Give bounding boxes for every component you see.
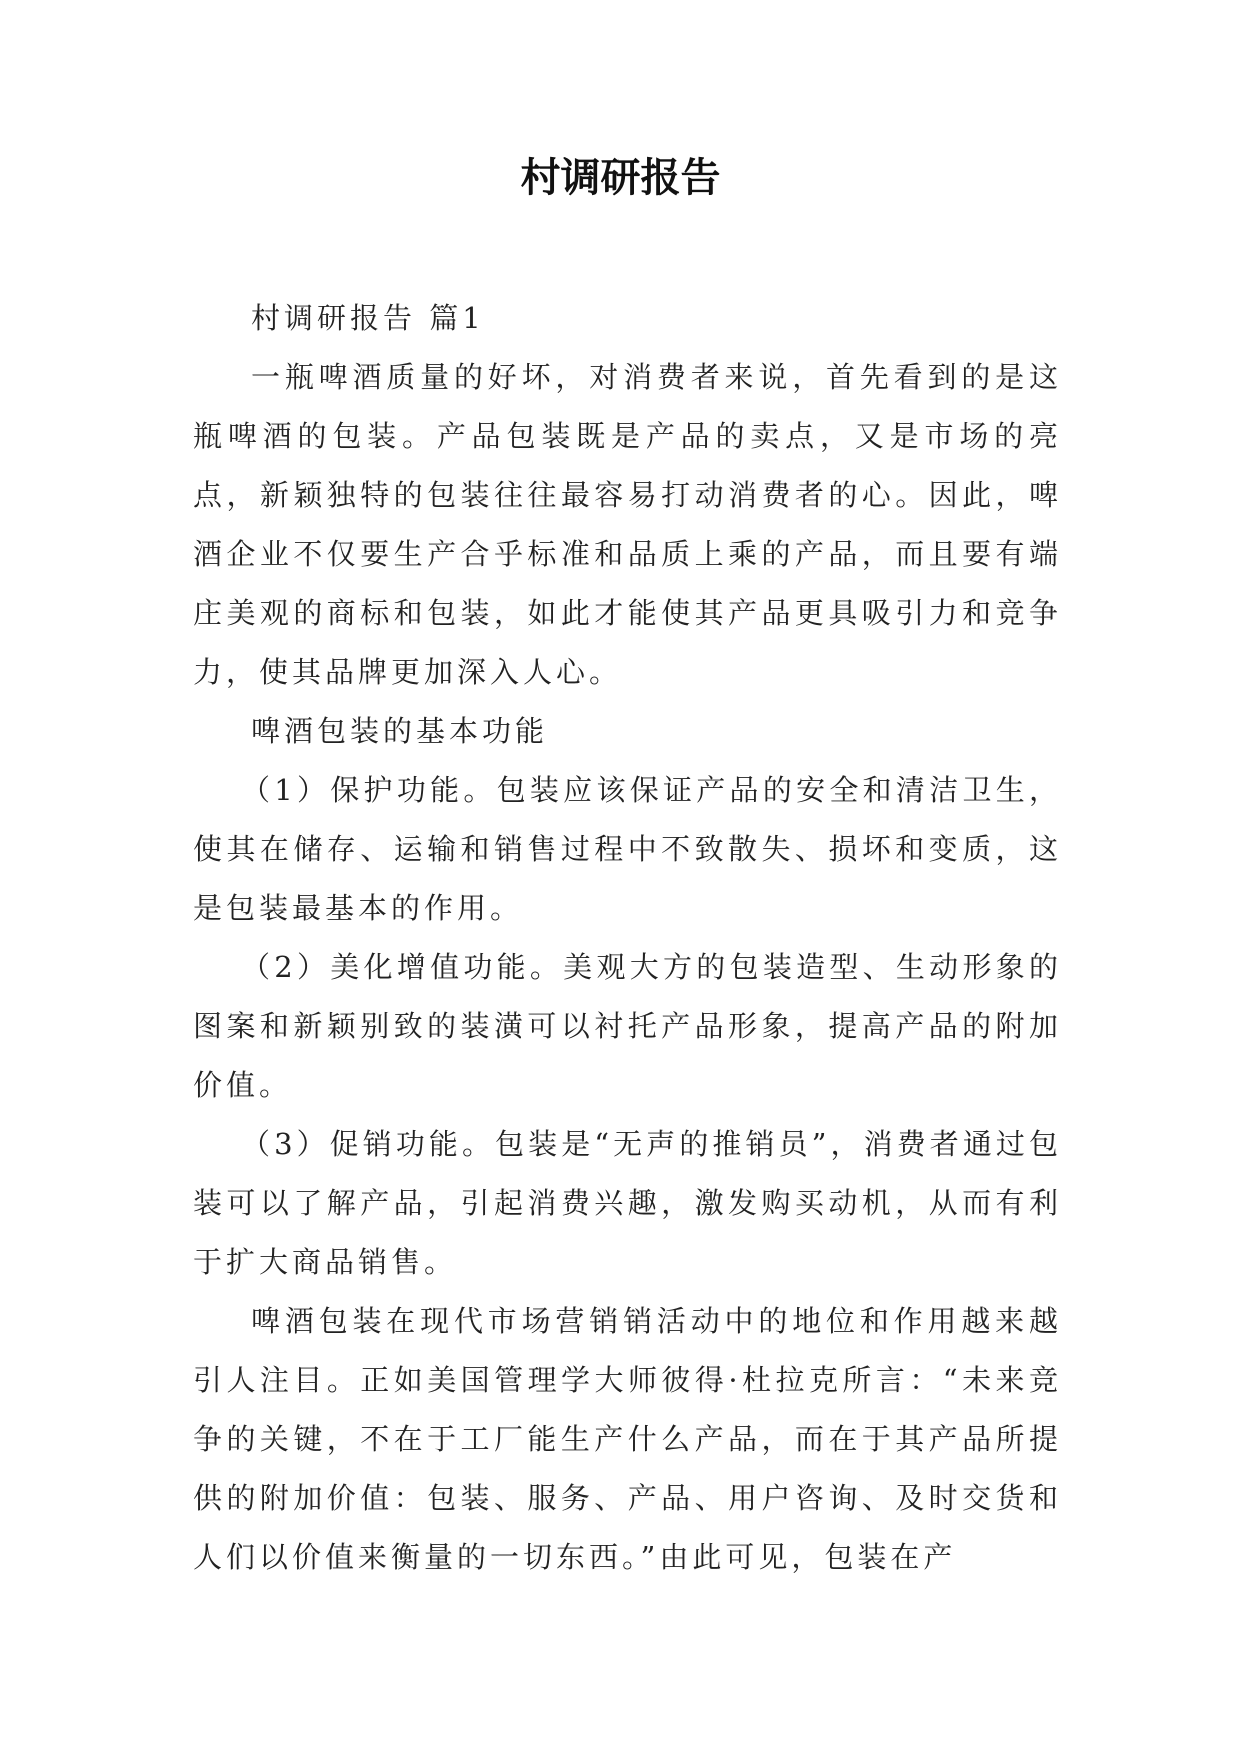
body-paragraph: 啤酒包装在现代市场营销销活动中的地位和作用越来越引人注目。正如美国管理学大师彼得·杜拉克所言：“未来竞争的关键，不在于工厂能生产什么产品，而在于其产品所提供的附加价值：包装、服务、产品、用户咨询、及时交货和人们以价值来衡量的一切东西。”由此可见，包装在产: [193, 1304, 1062, 1574]
list-item-promotion: （3）促销功能。包装是“无声的推销员”，消费者通过包装可以了解产品，引起消费兴趣，激发购买动机，从而有利于扩大商品销售。: [193, 1127, 1062, 1279]
section-heading: 村调研报告 篇1: [251, 301, 485, 335]
document-body: [193, 289, 1062, 1587]
subheading: 啤酒包装的基本功能: [251, 714, 549, 748]
body-paragraph: 一瓶啤酒质量的好坏，对消费者来说，首先看到的是这瓶啤酒的包装。产品包装既是产品的卖点，又是市场的亮点，新颖独特的包装往往最容易打动消费者的心。因此，啤酒企业不仅要生产合乎标准和品质上乘的产品，而且要有端庄美观的商标和包装，如此才能使其产品更具吸引力和竞争力，使其品牌更加深入人心。: [193, 360, 1062, 689]
document-title: 村调研报告: [520, 154, 721, 201]
list-item-protection: （1）保护功能。包装应该保证产品的安全和清洁卫生，使其在储存、运输和销售过程中不致散失、损坏和变质，这是包装最基本的作用。: [193, 773, 1062, 925]
list-item-beautification: （2）美化增值功能。美观大方的包装造型、生动形象的图案和新颖别致的装潢可以衬托产品形象，提高产品的附加价值。: [193, 950, 1062, 1102]
